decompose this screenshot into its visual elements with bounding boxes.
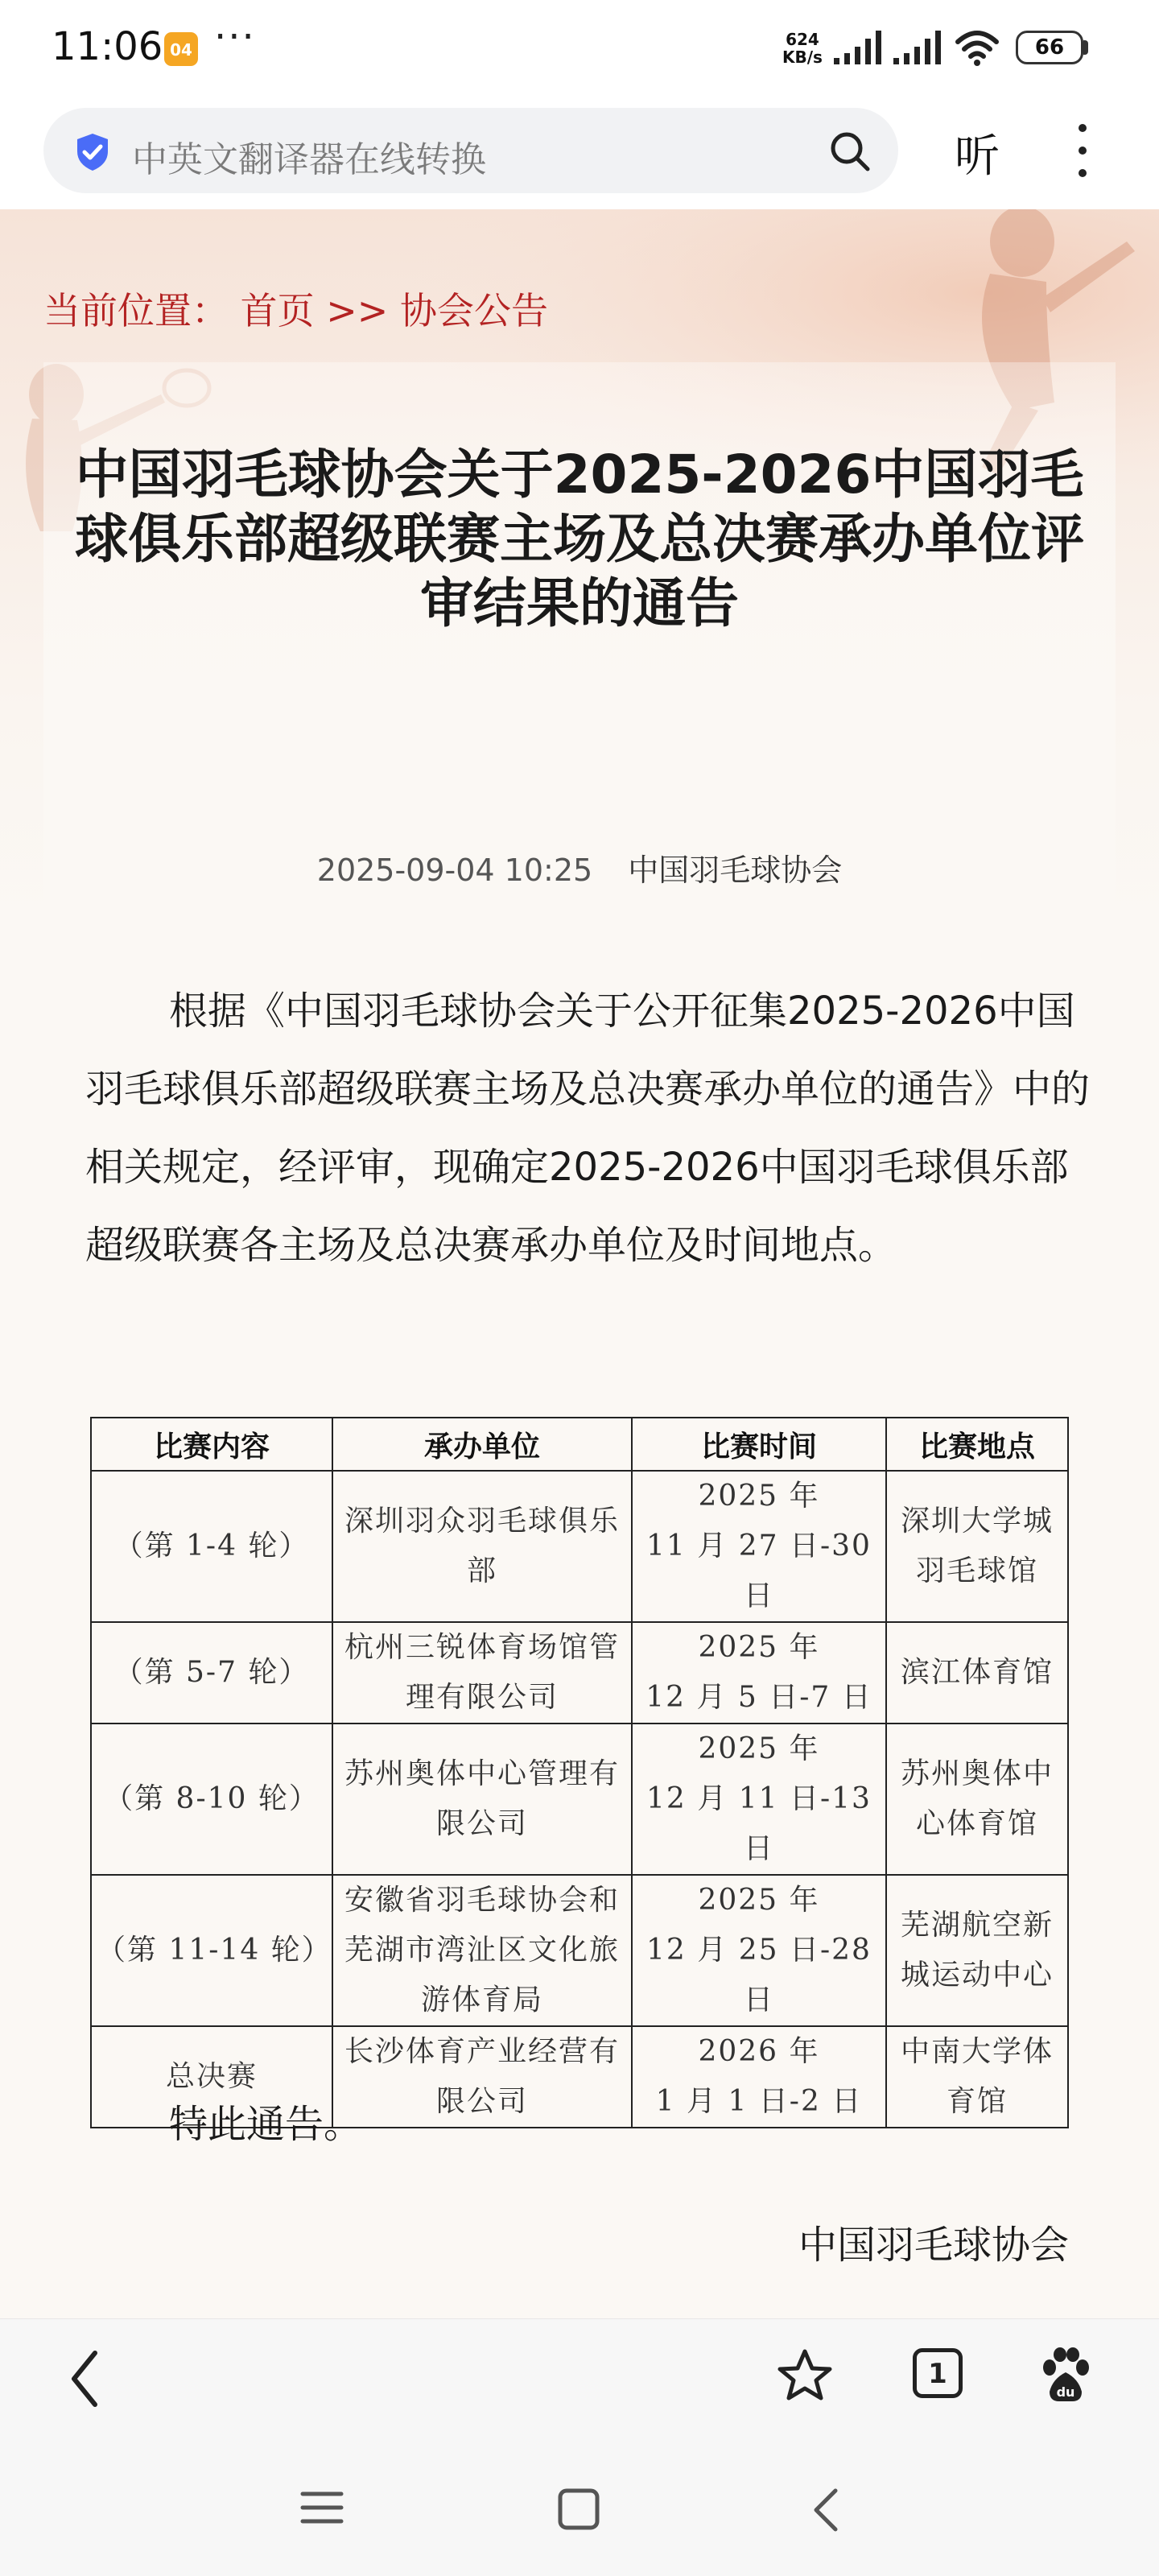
signature-organization: 中国羽毛球协会 [798, 2223, 1069, 2268]
cell-organizer: 安徽省羽毛球协会和芜湖市湾沚区文化旅游体育局 [332, 1875, 632, 2026]
more-menu-icon[interactable] [1070, 124, 1095, 180]
baidu-paw-icon[interactable] [1038, 2347, 1093, 2405]
search-box[interactable] [43, 108, 898, 193]
status-bar [0, 0, 1159, 97]
network-speed [782, 31, 823, 66]
signal-1-icon [834, 29, 884, 66]
cell-round: （第 8-10 轮） [91, 1724, 332, 1875]
cell-time [632, 1875, 886, 2026]
cell-time [632, 1724, 886, 1875]
menu-icon[interactable] [299, 2487, 344, 2528]
breadcrumb-current-link[interactable]: 协会公告 [399, 289, 548, 332]
cell-round: 总决赛 [91, 2026, 332, 2128]
status-time: 11:06 [52, 24, 163, 69]
shield-icon [74, 132, 111, 172]
cell-time-year: 2025 年 [698, 1480, 820, 1513]
cell-venue: 中南大学体育馆 [886, 2026, 1068, 2128]
cell-time-year: 2026 年 [698, 2035, 820, 2068]
breadcrumb-home-link[interactable]: 首页 [240, 289, 315, 332]
search-input[interactable]: 中英文翻译器在线转换 [132, 139, 486, 180]
cell-time-days: 11 月 27 日-30 日 [646, 1530, 872, 1612]
system-nav-bar [0, 2439, 1159, 2576]
search-icon[interactable] [829, 130, 871, 172]
cell-round: （第 1-4 轮） [91, 1471, 332, 1622]
breadcrumb-prefix: 当前位置： [43, 289, 229, 332]
cell-time-days: 12 月 25 日-28 日 [646, 1934, 872, 2017]
listen-button[interactable]: 听 [955, 130, 1000, 183]
cell-time-days: 12 月 5 日-7 日 [645, 1681, 872, 1714]
table-header-row [91, 1418, 1068, 1471]
header-organizer: 承办单位 [332, 1418, 632, 1471]
wifi-icon [955, 29, 1000, 66]
cell-time [632, 1622, 886, 1724]
header-round: 比赛内容 [91, 1418, 332, 1471]
page-content [0, 209, 1159, 2318]
cell-venue: 苏州奥体中心体育馆 [886, 1724, 1068, 1875]
cell-round: （第 5-7 轮） [91, 1622, 332, 1724]
cell-time [632, 2026, 886, 2128]
cell-organizer: 深圳羽众羽毛球俱乐部 [332, 1471, 632, 1622]
browser-bar [0, 97, 1159, 209]
nav-back-icon[interactable] [810, 2487, 842, 2533]
bookmark-star-icon[interactable] [776, 2347, 834, 2405]
cell-organizer: 苏州奥体中心管理有限公司 [332, 1724, 632, 1875]
network-speed-value: 624 [786, 30, 819, 49]
schedule-table [90, 1417, 1069, 2128]
cell-time [632, 1471, 886, 1622]
cell-venue: 滨江体育馆 [886, 1622, 1068, 1724]
cell-venue: 深圳大学城羽毛球馆 [886, 1471, 1068, 1622]
breadcrumb [43, 282, 548, 335]
cell-venue: 芜湖航空新城运动中心 [886, 1875, 1068, 2026]
cell-time-year: 2025 年 [698, 1732, 820, 1765]
cell-time-days: 12 月 11 日-13 日 [646, 1782, 872, 1865]
article-source: 中国羽毛球协会 [628, 852, 843, 888]
battery-tip [1083, 40, 1088, 55]
header-time: 比赛时间 [632, 1418, 886, 1471]
table-row [91, 1471, 1068, 1622]
table-row [91, 1724, 1068, 1875]
home-square-icon[interactable] [557, 2487, 600, 2531]
network-speed-unit: KB/s [782, 47, 823, 67]
cell-organizer: 长沙体育产业经营有限公司 [332, 2026, 632, 2128]
back-arrow-icon[interactable] [64, 2347, 105, 2411]
cell-time-year: 2025 年 [698, 1884, 820, 1917]
tabs-count-button[interactable]: 1 [913, 2348, 963, 2398]
svg-text:du: du [1056, 2384, 1075, 2400]
header-venue: 比赛地点 [886, 1418, 1068, 1471]
article-date: 2025-09-04 10:25 [316, 852, 593, 888]
article-body-paragraph: 根据《中国羽毛球协会关于公开征集2025-2026中国羽毛球俱乐部超级联赛主场及总决赛承办单位的通告》中的相关规定，经评审，现确定2025-2026中国羽毛球俱乐部超级联赛各主场及总决赛承办单位及时间地点。 [85, 989, 1091, 1268]
closing-text: 特此通告。 [169, 2102, 363, 2147]
battery-icon: 66 [1016, 31, 1083, 64]
cell-time-days: 1 月 1 日-2 日 [655, 2085, 863, 2118]
article-card [43, 362, 1116, 2310]
calendar-notification-icon: 04 [164, 32, 198, 66]
browser-toolbar [0, 2318, 1159, 2440]
cell-organizer: 杭州三锐体育场馆管理有限公司 [332, 1622, 632, 1724]
article-title: 中国羽毛球协会关于2025-2026中国羽毛球俱乐部超级联赛主场及总决赛承办单位评审结果的通告 [75, 444, 1084, 634]
cell-round: （第 11-14 轮） [91, 1875, 332, 2026]
breadcrumb-separator: >> [326, 289, 389, 332]
article-meta [43, 845, 1116, 890]
signal-2-icon [893, 29, 943, 66]
cell-time-year: 2025 年 [698, 1631, 820, 1664]
table-row [91, 1622, 1068, 1724]
table-row [91, 1875, 1068, 2026]
more-notifications-icon: ··· [214, 14, 256, 60]
